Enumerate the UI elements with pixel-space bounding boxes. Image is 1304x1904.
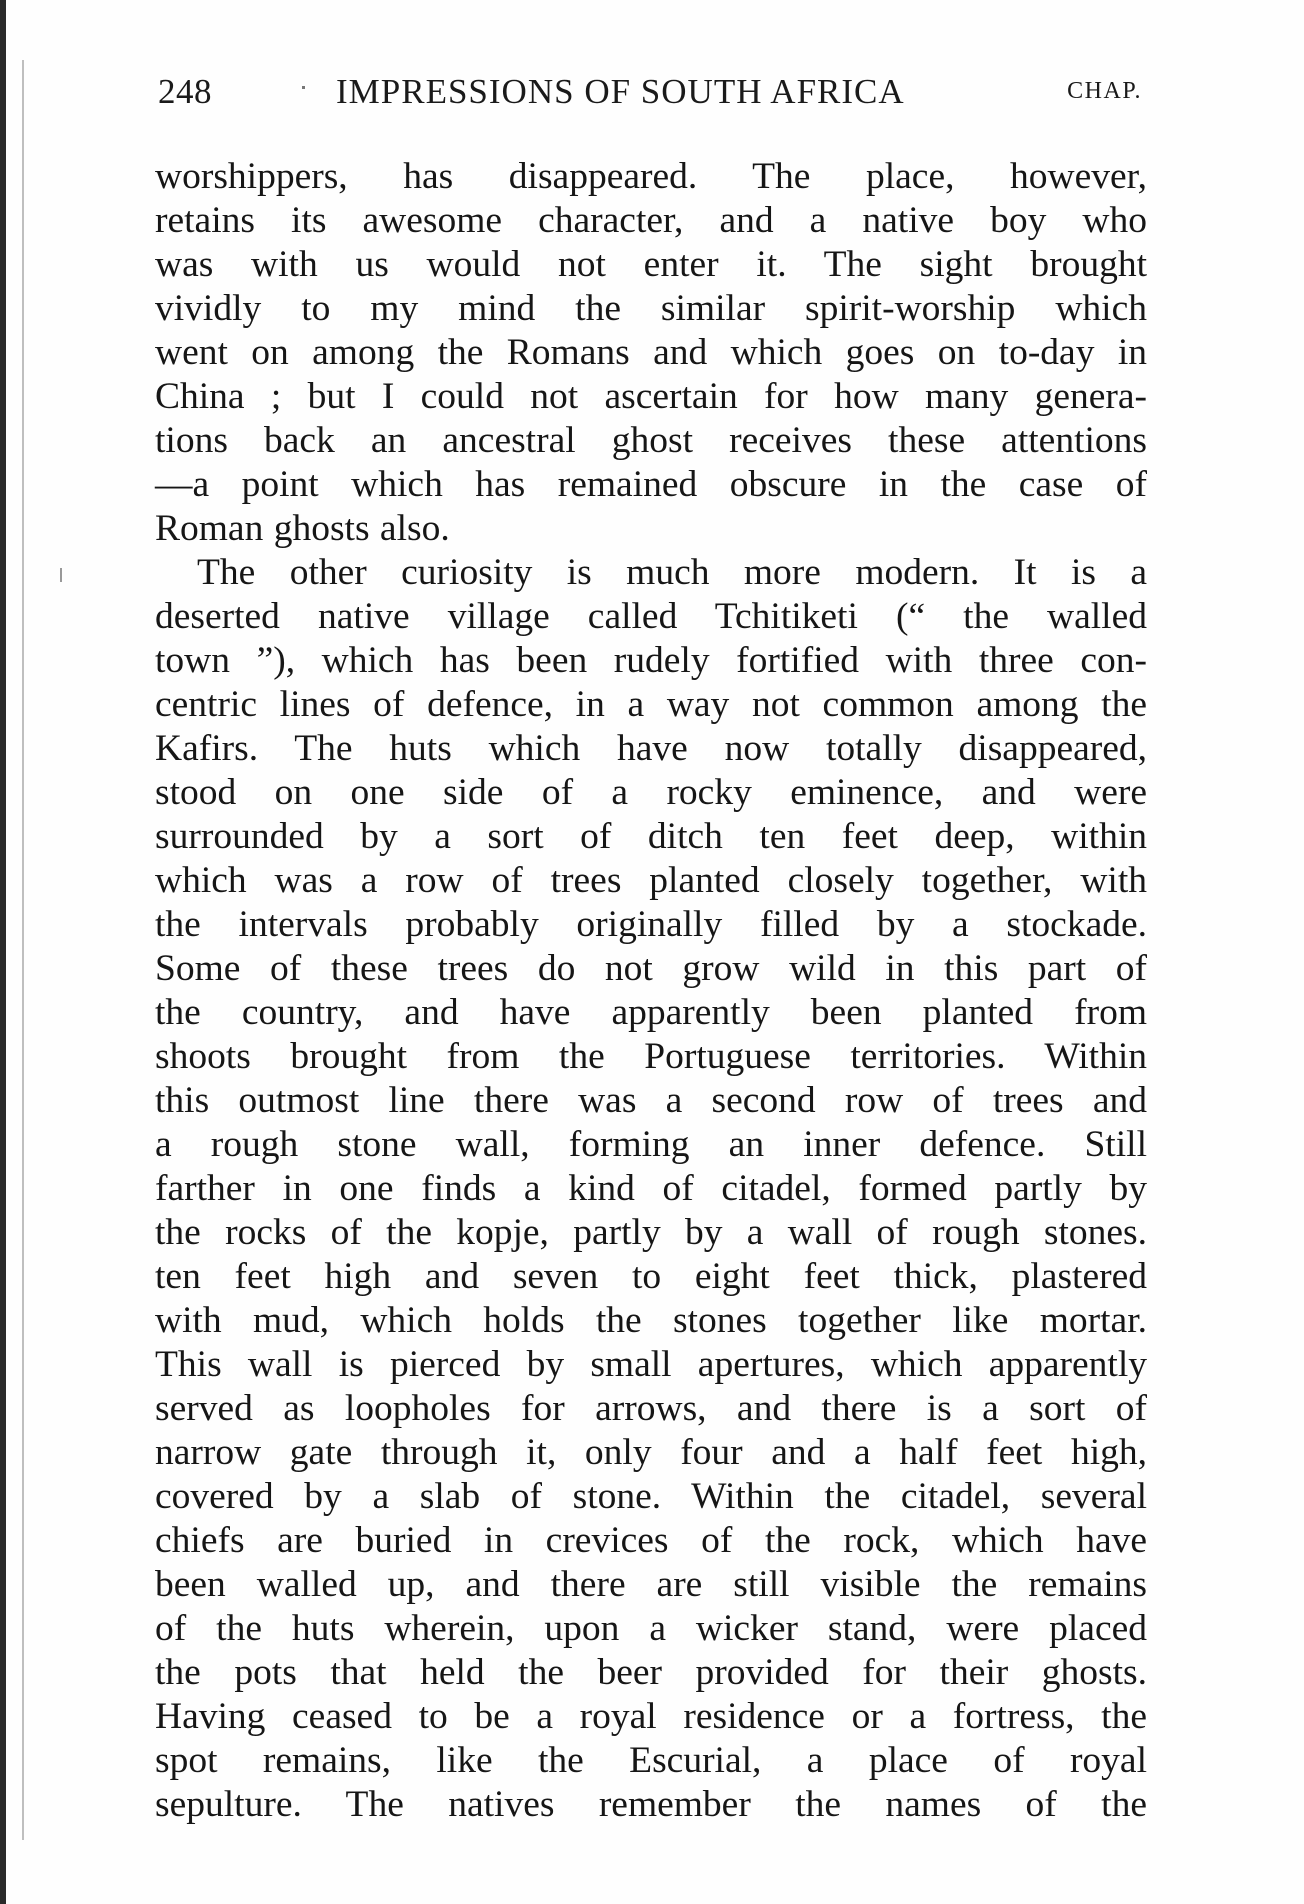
text-line: The other curiosity is much more modern. It is a	[197, 552, 1147, 593]
text-line: shoots brought from the Portuguese territories. Within	[155, 1036, 1147, 1077]
page-number: 248	[158, 72, 212, 111]
text-line: chiefs are buried in crevices of the rock, which have	[155, 1520, 1147, 1561]
running-title: IMPRESSIONS OF SOUTH AFRICA	[336, 72, 905, 111]
text-line: stood on one side of a rocky eminence, and were	[155, 772, 1147, 813]
text-line: the rocks of the kopje, partly by a wall of rough stones.	[155, 1212, 1147, 1253]
text-line: Some of these trees do not grow wild in this part of	[155, 948, 1147, 989]
running-header	[158, 72, 1146, 116]
text-line: Roman ghosts also.	[155, 508, 450, 549]
text-line: centric lines of defence, in a way not common among the	[155, 684, 1147, 725]
text-line: farther in one finds a kind of citadel, formed partly by	[155, 1168, 1147, 1209]
text-line: surrounded by a sort of ditch ten feet deep, within	[155, 816, 1147, 857]
page-gutter-line	[22, 60, 24, 1840]
text-line: tions back an ancestral ghost receives these attentions	[155, 420, 1147, 461]
text-line: Kafirs. The huts which have now totally disappeared,	[155, 728, 1147, 769]
text-line: This wall is pierced by small apertures, which apparently	[155, 1344, 1147, 1385]
text-line: this outmost line there was a second row of trees and	[155, 1080, 1147, 1121]
text-line: been walled up, and there are still visible the remains	[155, 1564, 1147, 1605]
chapter-label: CHAP.	[1067, 78, 1142, 104]
text-line: narrow gate through it, only four and a half feet high,	[155, 1432, 1147, 1473]
scan-mark	[60, 568, 62, 582]
paragraph	[155, 155, 1147, 551]
text-line: of the huts wherein, upon a wicker stand, were placed	[155, 1608, 1147, 1649]
text-line: Having ceased to be a royal residence or a fortress, the	[155, 1696, 1147, 1737]
text-line: was with us would not enter it. The sight brought	[155, 244, 1147, 285]
body-text	[155, 155, 1147, 1827]
text-line: vividly to my mind the similar spirit-worship which	[155, 288, 1147, 329]
text-line: China ; but I could not ascertain for how many genera-	[155, 376, 1147, 417]
text-line: a rough stone wall, forming an inner defence. Still	[155, 1124, 1147, 1165]
text-line: the intervals probably originally filled by a stockade.	[155, 904, 1147, 945]
paragraph	[155, 551, 1147, 1827]
text-line: worshippers, has disappeared. The place, however,	[155, 156, 1147, 197]
text-line: the pots that held the beer provided for their ghosts.	[155, 1652, 1147, 1693]
text-line: retains its awesome character, and a native boy who	[155, 200, 1147, 241]
text-line: —a point which has remained obscure in the case of	[155, 464, 1147, 505]
text-line: served as loopholes for arrows, and there is a sort of	[155, 1388, 1147, 1429]
text-line: with mud, which holds the stones together like mortar.	[155, 1300, 1147, 1341]
header-dot	[302, 86, 305, 89]
text-line: the country, and have apparently been planted from	[155, 992, 1147, 1033]
text-line: spot remains, like the Escurial, a place of royal	[155, 1740, 1147, 1781]
text-line: deserted native village called Tchitiketi (“ the walled	[155, 596, 1147, 637]
binding-edge	[0, 0, 6, 1904]
text-line: went on among the Romans and which goes on to-day in	[155, 332, 1147, 373]
text-line: covered by a slab of stone. Within the citadel, several	[155, 1476, 1147, 1517]
text-line: sepulture. The natives remember the names of the	[155, 1784, 1147, 1825]
text-line: ten feet high and seven to eight feet thick, plastered	[155, 1256, 1147, 1297]
text-line: which was a row of trees planted closely together, with	[155, 860, 1147, 901]
text-line: town ”), which has been rudely fortified with three con-	[155, 640, 1147, 681]
